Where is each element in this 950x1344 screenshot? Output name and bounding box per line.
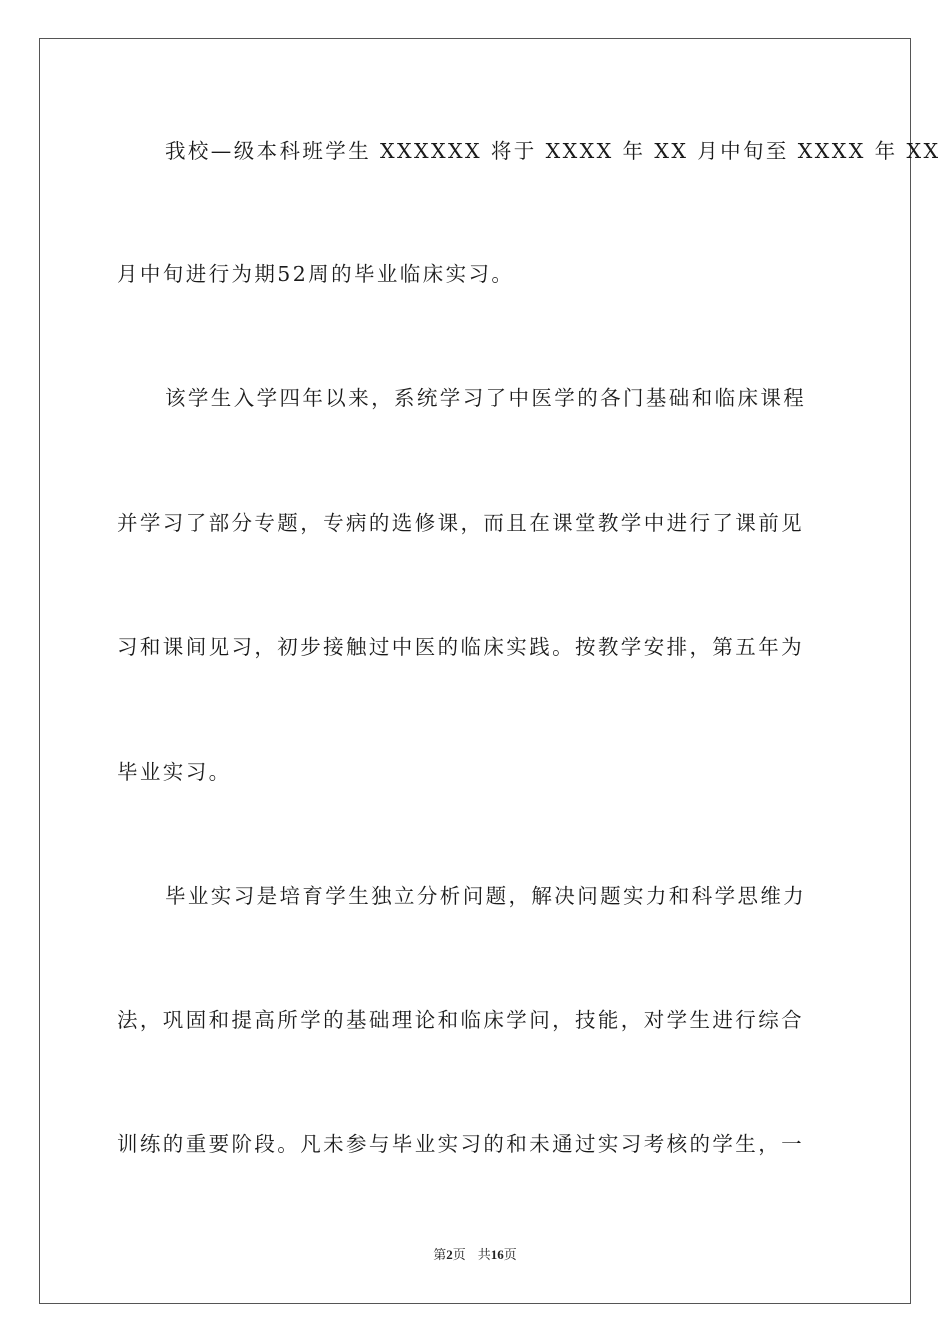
page-suffix: 页 bbox=[452, 1248, 466, 1263]
paragraph-1-line-1: 我校—级本科班学生 XXXXXX 将于 XXXX 年 XX 月中旬至 XXXX 年 XX bbox=[165, 139, 941, 163]
total-pages: 16 bbox=[490, 1247, 504, 1262]
page-prefix: 第 bbox=[433, 1248, 447, 1263]
page-footer bbox=[0, 1247, 950, 1264]
paragraph-2-line-4: 毕业实习。 bbox=[117, 760, 232, 784]
page-border bbox=[39, 38, 911, 1304]
paragraph-2-line-1: 该学生入学四年以来，系统学习了中医学的各门基础和临床课程 bbox=[165, 386, 807, 410]
paragraph-3-line-3: 训练的重要阶段。凡未参与毕业实习的和未通过实习考核的学生，一 bbox=[117, 1132, 804, 1156]
total-suffix: 页 bbox=[503, 1248, 517, 1263]
paragraph-3-line-1: 毕业实习是培育学生独立分析问题，解决问题实力和科学思维力 bbox=[165, 884, 807, 908]
paragraph-3-line-2: 法，巩固和提高所学的基础理论和临床学问，技能，对学生进行综合 bbox=[117, 1008, 804, 1032]
paragraph-2-line-2: 并学习了部分专题，专病的选修课，而且在课堂教学中进行了课前见 bbox=[117, 511, 804, 535]
page-number: 2 bbox=[446, 1247, 453, 1262]
paragraph-2-line-3: 习和课间见习，初步接触过中医的临床实践。按教学安排，第五年为 bbox=[117, 635, 804, 659]
paragraph-1-line-2: 月中旬进行为期52周的毕业临床实习。 bbox=[117, 262, 515, 286]
total-prefix: 共 bbox=[477, 1248, 491, 1263]
